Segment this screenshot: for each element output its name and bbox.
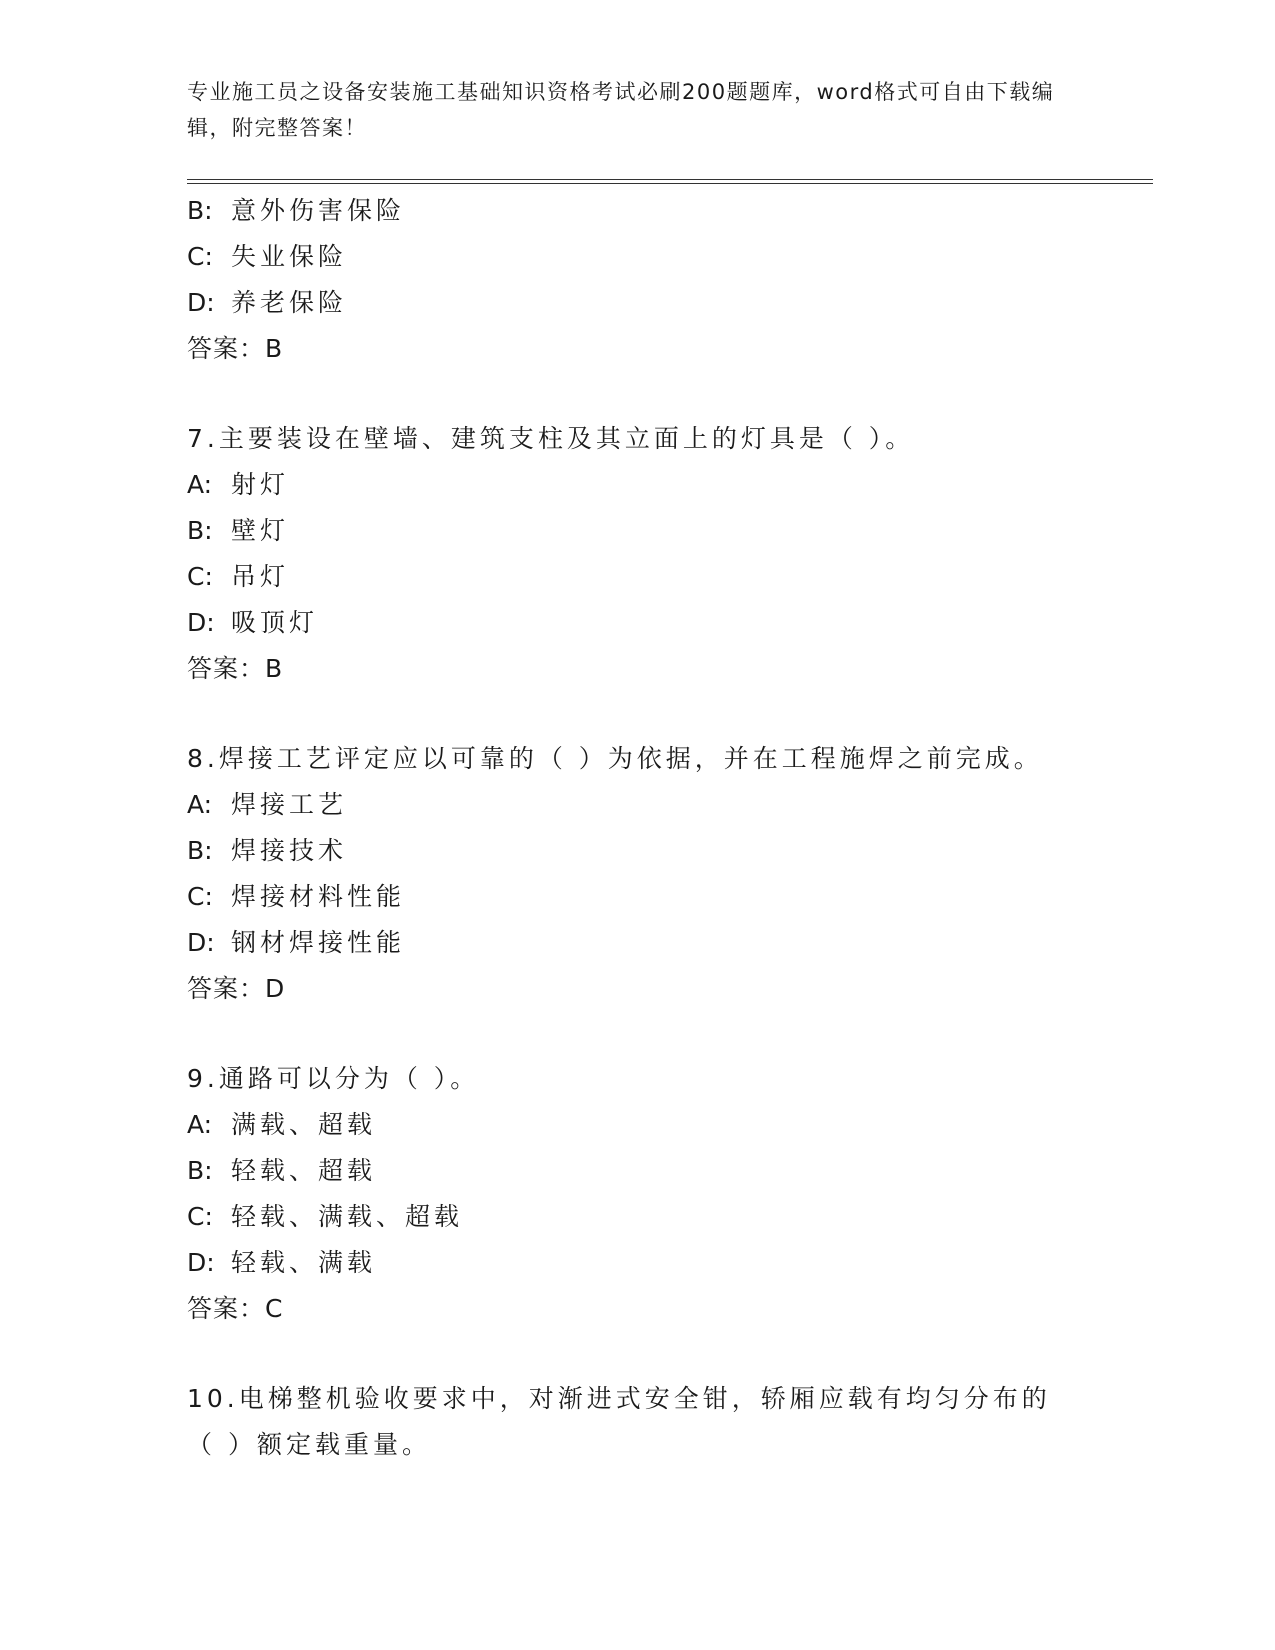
option-text: 轻载、满载、超载 bbox=[231, 1202, 464, 1231]
answer-label: 答案： bbox=[187, 654, 266, 683]
question-10 bbox=[187, 1376, 1087, 1468]
option-letter: B: bbox=[187, 836, 213, 865]
option-letter: A: bbox=[187, 790, 213, 819]
option-a bbox=[187, 1102, 1087, 1148]
option-letter: C: bbox=[187, 882, 213, 911]
answer-line bbox=[187, 326, 1087, 372]
question-6-continued bbox=[187, 188, 1087, 372]
option-letter: D: bbox=[187, 288, 215, 317]
answer-value: B bbox=[265, 334, 284, 363]
question-stem: 8.焊接工艺评定应以可靠的（ ）为依据，并在工程施焊之前完成。 bbox=[187, 744, 1043, 773]
option-a bbox=[187, 782, 1087, 828]
option-d bbox=[187, 600, 1087, 646]
option-text: 失业保险 bbox=[231, 242, 348, 271]
document-header: 专业施工员之设备安装施工基础知识资格考试必刷200题题库，word格式可自由下载编辑，附完整答案！ bbox=[187, 80, 1055, 140]
option-text: 养老保险 bbox=[231, 288, 348, 317]
answer-line bbox=[187, 646, 1087, 692]
question-stem: 10.电梯整机验收要求中，对渐进式安全钳，轿厢应载有均匀分布的（ ）额定载重量。 bbox=[187, 1384, 1051, 1459]
option-text: 吸顶灯 bbox=[231, 608, 319, 637]
option-letter: B: bbox=[187, 1156, 213, 1185]
answer-value: B bbox=[265, 654, 284, 683]
option-b bbox=[187, 828, 1087, 874]
question-7 bbox=[187, 416, 1087, 692]
option-letter: B: bbox=[187, 196, 213, 225]
option-c bbox=[187, 1194, 1087, 1240]
option-letter: C: bbox=[187, 242, 213, 271]
option-text: 焊接材料性能 bbox=[231, 882, 406, 911]
question-8 bbox=[187, 736, 1087, 1012]
option-d bbox=[187, 280, 1087, 326]
option-letter: C: bbox=[187, 1202, 213, 1231]
option-d bbox=[187, 920, 1087, 966]
option-letter: D: bbox=[187, 1248, 215, 1277]
option-b bbox=[187, 508, 1087, 554]
option-text: 吊灯 bbox=[231, 562, 290, 591]
header-divider-bottom bbox=[187, 183, 1153, 184]
option-text: 意外伤害保险 bbox=[231, 196, 406, 225]
option-text: 射灯 bbox=[231, 470, 290, 499]
option-letter: D: bbox=[187, 608, 215, 637]
question-9 bbox=[187, 1056, 1087, 1332]
option-text: 轻载、超载 bbox=[231, 1156, 377, 1185]
option-letter: C: bbox=[187, 562, 213, 591]
option-text: 壁灯 bbox=[231, 516, 290, 545]
question-stem: 7.主要装设在壁墙、建筑支柱及其立面上的灯具是（ ）。 bbox=[187, 424, 915, 453]
answer-value: C bbox=[265, 1294, 284, 1323]
option-text: 轻载、满载 bbox=[231, 1248, 377, 1277]
option-letter: D: bbox=[187, 928, 215, 957]
option-d bbox=[187, 1240, 1087, 1286]
option-letter: A: bbox=[187, 1110, 213, 1139]
option-text: 钢材焊接性能 bbox=[231, 928, 406, 957]
answer-label: 答案： bbox=[187, 1294, 266, 1323]
answer-label: 答案： bbox=[187, 974, 266, 1003]
header-divider-top bbox=[187, 179, 1153, 180]
option-b bbox=[187, 188, 1087, 234]
option-c bbox=[187, 554, 1087, 600]
question-stem: 9.通路可以分为（ ）。 bbox=[187, 1064, 480, 1093]
answer-line bbox=[187, 1286, 1087, 1332]
answer-value: D bbox=[265, 974, 286, 1003]
option-c bbox=[187, 234, 1087, 280]
option-text: 焊接技术 bbox=[231, 836, 348, 865]
option-letter: A: bbox=[187, 470, 213, 499]
question-list bbox=[187, 188, 1087, 1468]
option-c bbox=[187, 874, 1087, 920]
option-text: 满载、超载 bbox=[231, 1110, 377, 1139]
option-text: 焊接工艺 bbox=[231, 790, 348, 819]
option-b bbox=[187, 1148, 1087, 1194]
option-letter: B: bbox=[187, 516, 213, 545]
answer-line bbox=[187, 966, 1087, 1012]
option-a bbox=[187, 462, 1087, 508]
answer-label: 答案： bbox=[187, 334, 266, 363]
